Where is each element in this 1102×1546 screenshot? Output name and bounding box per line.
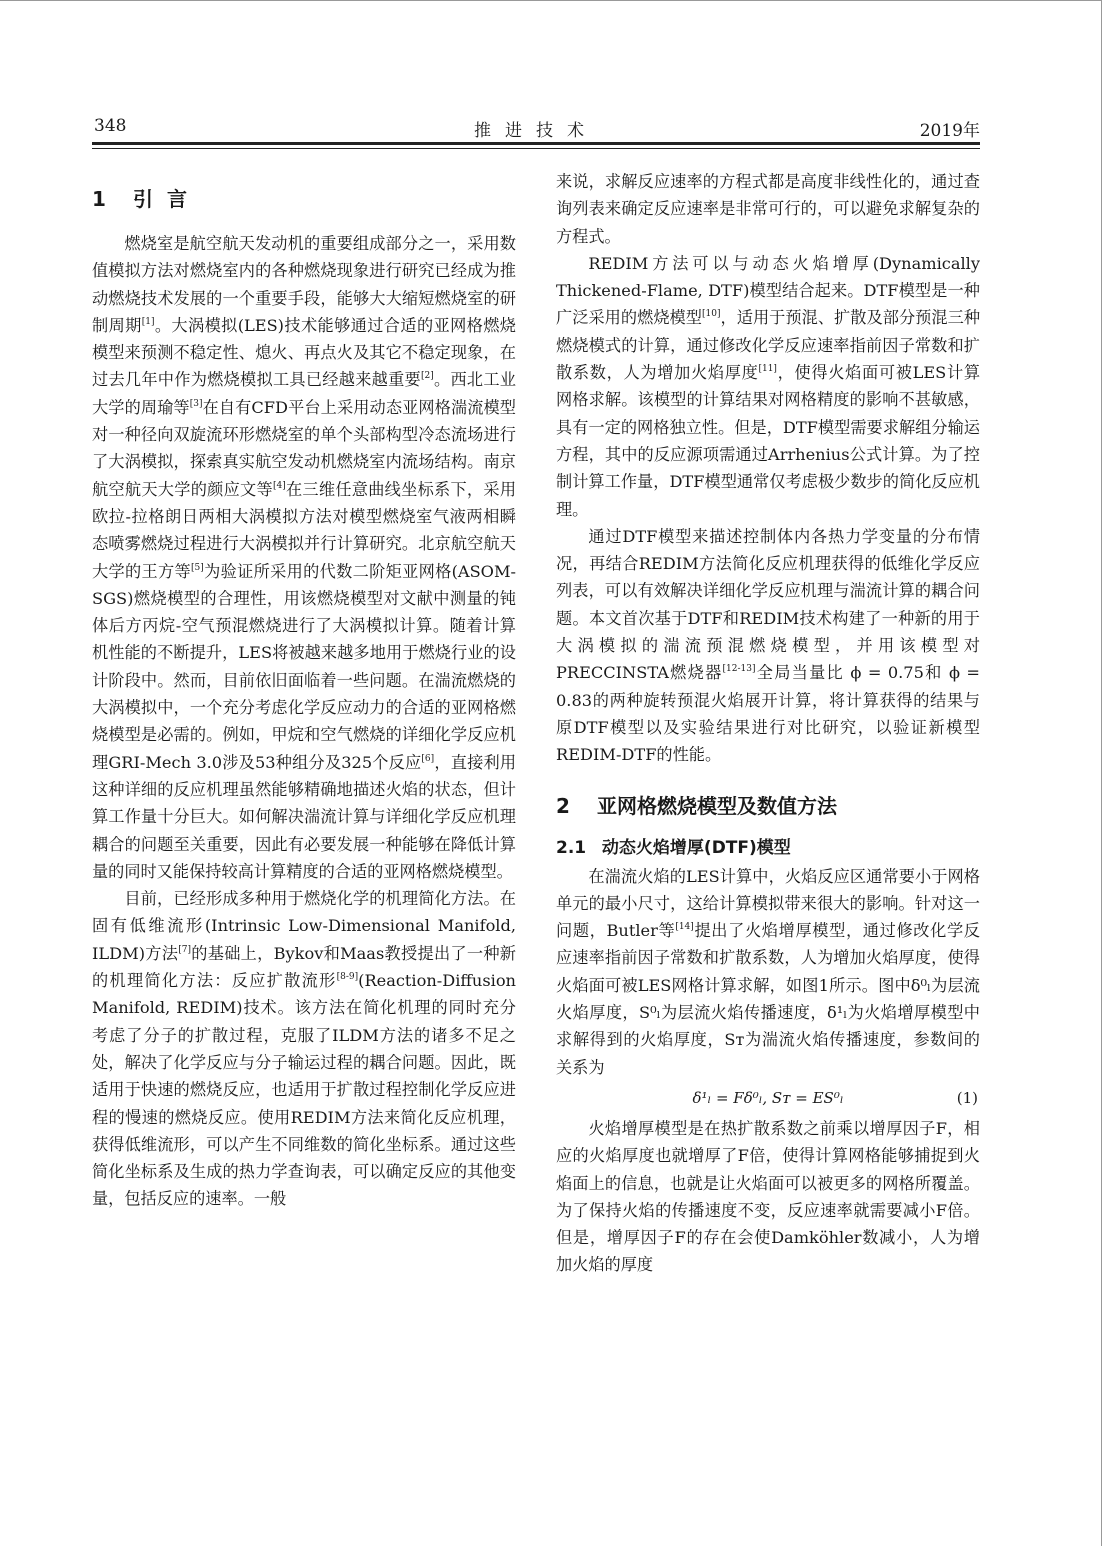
citation-ref: [3] (189, 398, 203, 409)
citation-ref: [5] (191, 562, 204, 573)
subsection-title: 动态火焰增厚(DTF)模型 (601, 837, 791, 858)
header-rule (92, 142, 980, 145)
paragraph-text: ，使得火焰面可被LES计算网格求解。该模型的计算结果对网格精度的影响不甚敏感，具有一定的网格独立性。但是，DTF模型需要求解组分输运方程，其中的反应源项需通过Arrhenius公式计算。为了控制计算工作量，DTF模型通常仅考虑极少数步的简化反应机理。 (556, 363, 981, 519)
paragraph-text: 火焰增厚模型是在热扩散系数之前乘以增厚因子F，相应的火焰厚度也就增厚了F倍，使得计算网格能够捕捉到火焰面上的信息，也就是让火焰面可以被更多的网格所覆盖。为了保持火焰的传播速度不变，反应速率就需要减小F倍。但是，增厚因子F的存在会使Damköhler数减小，人为增加火焰的厚度 (556, 1118, 980, 1275)
paragraph-text: 。大涡模拟(LES)技术能够通过合适的亚网格燃烧模型来预测不稳定性、熄火、再点火及其它不稳定现象，在过去几年中作为燃烧模拟工具已经越来越重要 (92, 315, 516, 390)
journal-title: 推进技术 (474, 121, 598, 141)
citation-ref: [7] (178, 944, 191, 955)
citation-ref: [11] (758, 364, 777, 375)
paragraph (556, 168, 980, 250)
paragraph-text: 提出了火焰增厚模型，通过修改化学反应速率指前因子常数和扩散系数，人为增加火焰厚度，使得火焰面可被LES网格计算求解，如图1所示。图中δ⁰ₗ为层流火焰厚度，S⁰ₗ为层流火焰传播速度，δ¹ₗ为火焰增厚模型中求解得到的火焰厚度，Sᴛ为湍流火焰传播速度，参数间的关系为 (556, 921, 980, 1077)
paragraph (556, 1115, 980, 1279)
paragraph-text: ，适用于预混、扩散及部分预混三种燃烧模式的计算，通过修改化学反应速率指前因子常数和扩散系数，人为增加火焰厚度 (556, 308, 981, 383)
paragraph (556, 523, 980, 769)
paragraph-text: ，直接利用这种详细的反应机理虽然能够精确地描述火焰的状态，但计算工作量十分巨大。如何解决湍流计算与详细化学反应机理耦合的问题至关重要，因此有必要发展一种能够在降低计算量的同时又能保持较高计算精度的合适的亚网格燃烧模型。 (92, 752, 517, 881)
paragraph-text: REDIM方法可以与动态火焰增厚(Dynamically Thickened-Flame, DTF)模型结合起来。DTF模型是一种广泛采用的燃烧模型 (556, 253, 980, 328)
citation-ref: [12-13] (722, 664, 756, 675)
right-column (556, 168, 980, 1279)
paragraph-text: 。西北工业大学的周瑜等 (92, 370, 516, 417)
section-title: 亚网格燃烧模型及数值方法 (596, 793, 837, 818)
citation-ref: [14] (675, 922, 694, 933)
section-title: 引言 (132, 187, 201, 211)
section-heading (92, 180, 516, 218)
publication-year: 2019年 (919, 121, 980, 141)
citation-ref: [2] (421, 371, 434, 382)
paragraph (92, 230, 516, 885)
equation (556, 1083, 980, 1113)
left-column (92, 168, 516, 1213)
header-rule (92, 148, 980, 149)
citation-ref: [4] (272, 480, 286, 491)
equation-number: (1) (956, 1088, 978, 1107)
section-number: 1 (92, 187, 106, 211)
paragraph-text: (Reaction-Diffusion Manifold, REDIM)技术。该方法在简化机理的同时充分考虑了分子的扩散过程，克服了ILDM方法的诸多不足之处，解决了化学反应与分子输运过程的耦合问题。因此，既适用于快速的燃烧反应，也适用于扩散过程控制化学反应进程的慢速的燃烧反应。使用REDIM方法来简化反应机理，获得低维流形，可以产生不同维数的简化坐标系。通过这些简化坐标系及生成的热力学查询表，可以确定反应的其他变量，包括反应的速率。一般 (92, 971, 516, 1209)
paragraph (556, 250, 980, 523)
subsection-number: 2.1 (556, 837, 587, 858)
running-head (92, 112, 980, 142)
paragraph-text: 在湍流火焰的LES计算中，火焰反应区通常要小于网格单元的最小尺寸，这给计算模拟带来很大的影响。针对这一问题，Butler等 (556, 866, 980, 941)
paragraph-text: 来说，求解反应速率的方程式都是高度非线性化的，通过查询列表来确定反应速率是非常可行的，可以避免求解复杂的方程式。 (556, 172, 980, 246)
paragraph-text: 在自有CFD平台上采用动态亚网格湍流模型对一种径向双旋流环形燃烧室的单个头部构型冷态流场进行了大涡模拟，探索真实航空发动机燃烧室内流场结构。南京航空航天大学的颜应文等 (92, 397, 516, 499)
paragraph (556, 863, 980, 1081)
paragraph-text: 目前，已经形成多种用于燃烧化学的机理简化方法。在固有低维流形(Intrinsic Low-Dimensional Manifold, ILDM)方法 (92, 889, 516, 963)
subsection-heading (556, 833, 980, 863)
page-border (0, 0, 1102, 1)
citation-ref: [10] (702, 309, 721, 320)
citation-ref: [6] (421, 753, 435, 764)
paragraph-text: 为验证所采用的代数二阶矩亚网格(ASOM-SGS)燃烧模型的合理性，用该燃烧模型对文献中测量的钝体后方丙烷-空气预混燃烧进行了大涡模拟计算。随着计算机性能的不断提升，LES将被越来越多地用于燃烧行业的设计阶段中。然而，目前依旧面临着一些问题。在湍流燃烧的大涡模拟中，一个充分考虑化学反应动力的合适的亚网格燃烧模型是必需的。例如，甲烷和空气燃烧的详细化学反应机理GRI-Mech 3.0涉及53种组分及325个反应 (92, 561, 516, 772)
page-number: 348 (94, 116, 127, 136)
citation-ref: [8-9] (336, 972, 359, 983)
equation-body: δ¹ₗ = Fδ⁰ₗ, Sᴛ = ES⁰ₗ (692, 1088, 844, 1107)
paragraph-text: 的基础上，Bykov和Maas教授提出了一种新的机理简化方法：反应扩散流形 (92, 943, 516, 991)
citation-ref: [1] (141, 316, 155, 327)
paragraph-text: 通过DTF模型来描述控制体内各热力学变量的分布情况，再结合REDIM方法简化反应机理获得的低维化学反应列表，可以有效解决详细化学反应机理与湍流计算的耦合问题。本文首次基于DTF和REDIM技术构建了一种新的用于大涡模拟的湍流预混燃烧模型，并用该模型对PRECCINSTA燃烧器 (556, 526, 980, 683)
paragraph-text: 全局当量比 ϕ = 0.75和 ϕ = 0.83的两种旋转预混火焰展开计算，将计算获得的结果与原DTF模型以及实验结果进行对比研究，以验证新模型REDIM-DTF的性能。 (556, 663, 980, 765)
section-number: 2 (556, 793, 570, 818)
paragraph-text: 燃烧室是航空航天发动机的重要组成部分之一，采用数值模拟方法对燃烧室内的各种燃烧现象进行研究已经成为推动燃烧技术发展的一个重要手段，能够大大缩短燃烧室的研制周期 (92, 234, 516, 335)
paragraph (92, 885, 516, 1213)
section-heading (556, 787, 980, 825)
paragraph-text: 在三维任意曲线坐标系下，采用欧拉-拉格朗日两相大涡模拟方法对模型燃烧室气液两相瞬态喷雾燃烧过程进行大涡模拟并行计算研究。北京航空航天大学的王方等 (92, 479, 517, 581)
